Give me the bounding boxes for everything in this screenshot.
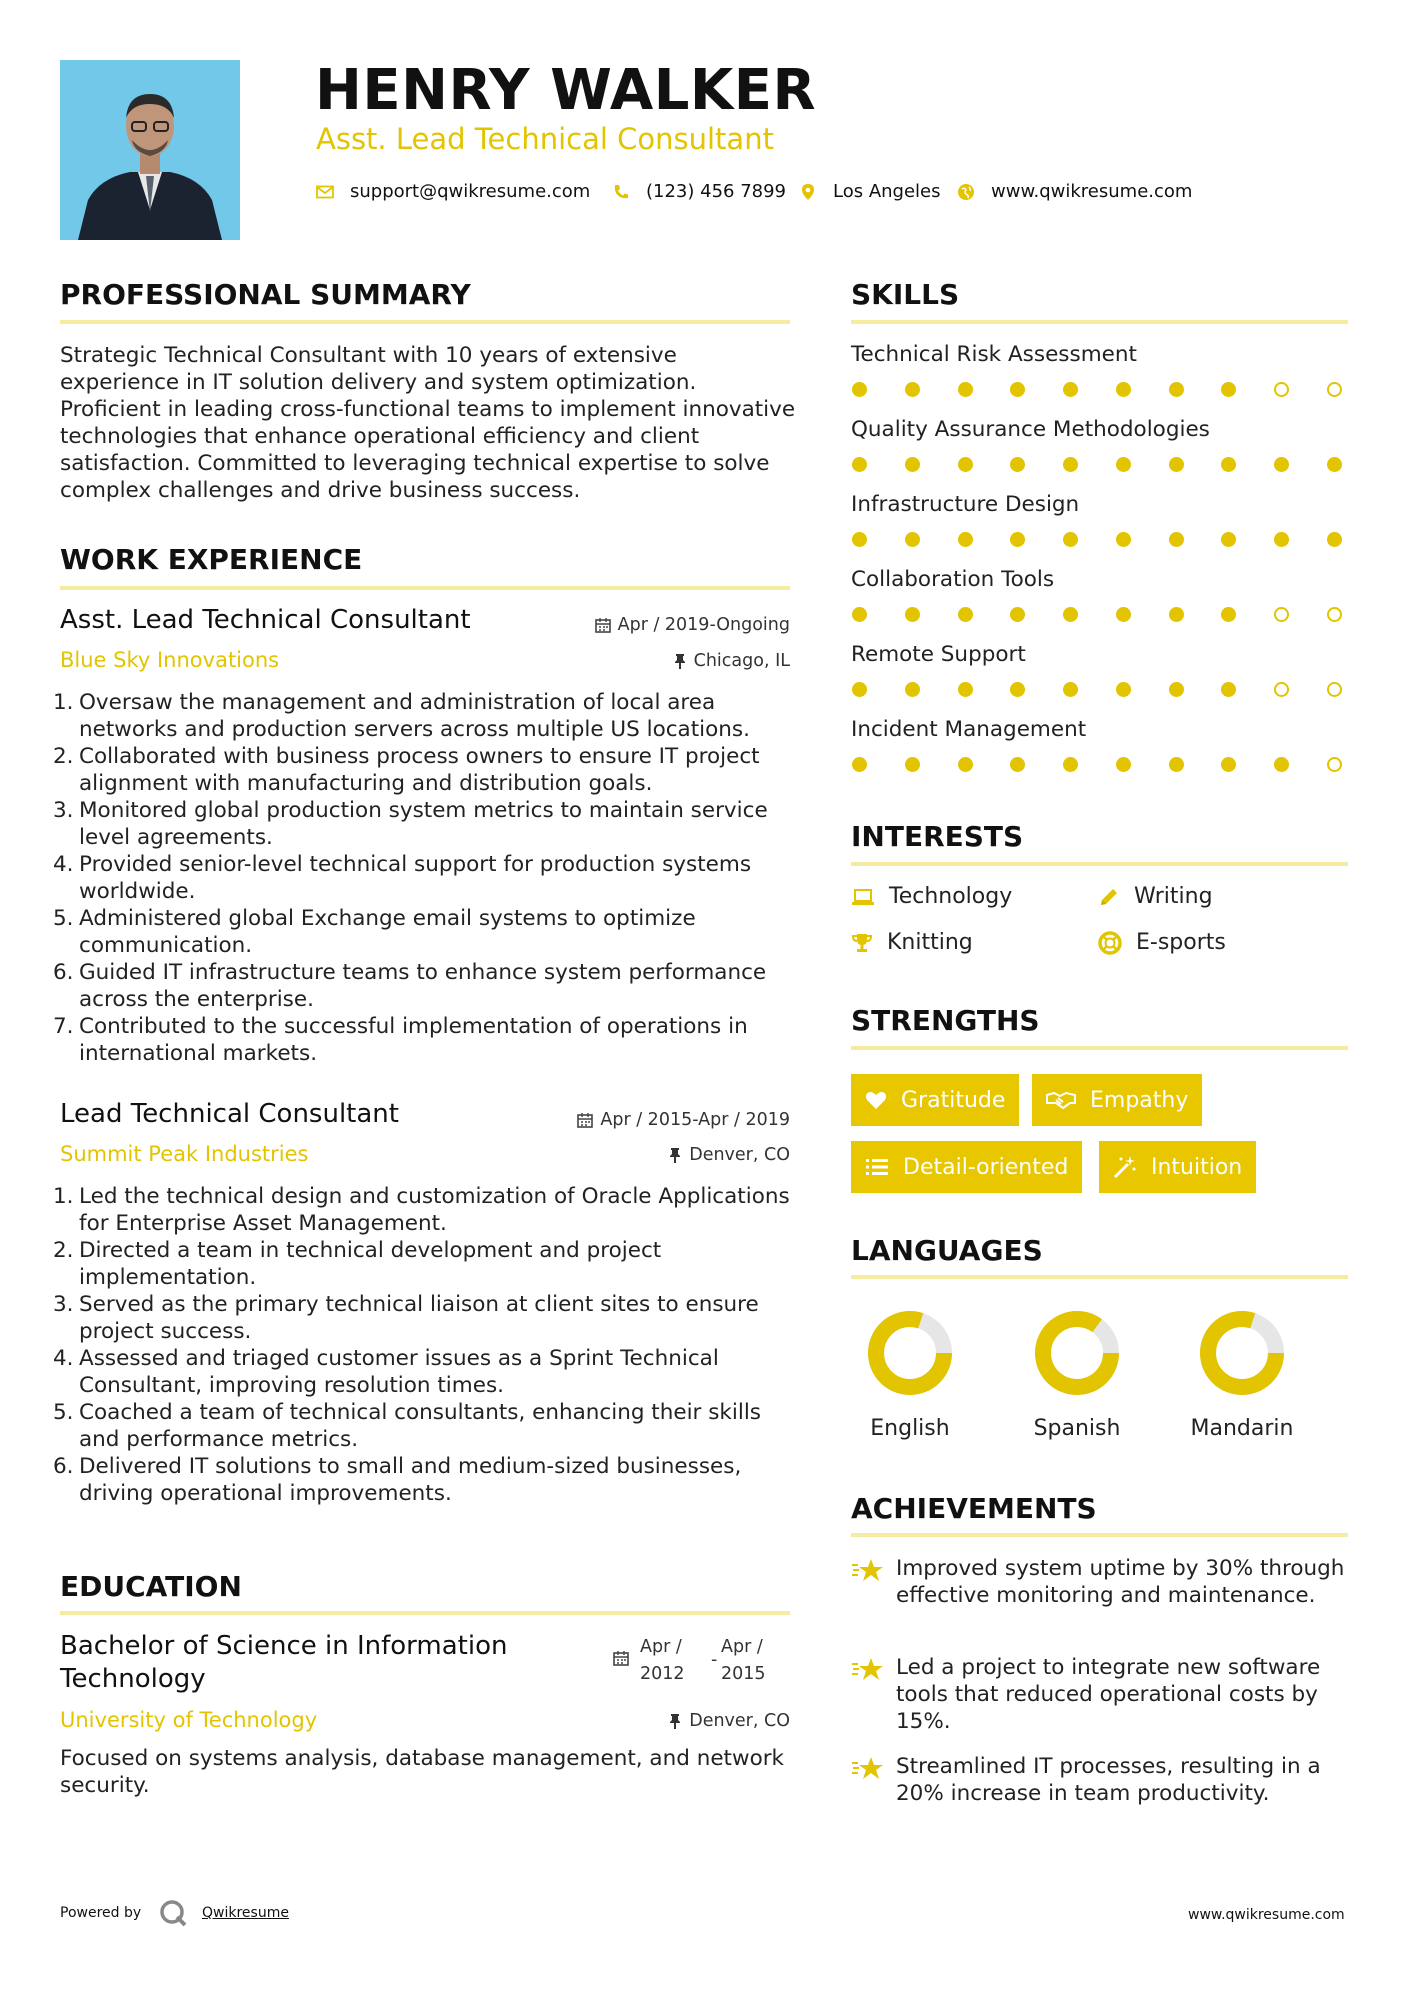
strength-tag-intuition: Intuition bbox=[1099, 1141, 1256, 1193]
job-location bbox=[520, 1145, 790, 1165]
star-icon bbox=[851, 1656, 885, 1688]
rating-dot-empty bbox=[1274, 382, 1289, 397]
rating-dot-filled bbox=[852, 382, 867, 397]
website-contact[interactable] bbox=[957, 181, 1192, 202]
achievement-text: Led a project to integrate new software tools that reduced operational costs by 15%. bbox=[896, 1655, 1321, 1734]
rating-dot-filled bbox=[905, 382, 920, 397]
skill-rating bbox=[852, 757, 1342, 772]
degree-line: Bachelor of Science in Information bbox=[60, 1631, 508, 1661]
skill-rating bbox=[852, 382, 1342, 397]
job-location-text: Chicago, IL bbox=[693, 651, 790, 671]
email-text: support@qwikresume.com bbox=[350, 181, 591, 202]
trophy-icon bbox=[851, 932, 873, 954]
experience-divider bbox=[60, 586, 790, 590]
calendar-icon bbox=[595, 617, 611, 633]
rating-dot-filled bbox=[1169, 682, 1184, 697]
rating-dot-filled bbox=[1010, 532, 1025, 547]
rating-dot-filled bbox=[1010, 757, 1025, 772]
edu-end-date: Apr / 2015 bbox=[721, 1637, 766, 1684]
rating-dot-filled bbox=[1327, 532, 1342, 547]
map-pin-icon bbox=[799, 183, 817, 201]
list-item: 2. Collaborated with business process owners to ensure IT project alignment with manufacturing and distribution goals. bbox=[53, 744, 760, 796]
list-item: 5. Administered global Exchange email systems to optimize communication. bbox=[53, 906, 696, 958]
achievements-divider bbox=[851, 1533, 1348, 1537]
location-text: Los Angeles bbox=[833, 181, 941, 202]
school-name: University of Technology bbox=[60, 1708, 318, 1732]
list-item: 5. Coached a team of technical consultants, enhancing their skills and performance metrics. bbox=[53, 1400, 762, 1452]
phone-contact[interactable] bbox=[612, 181, 786, 202]
skill-rating bbox=[852, 457, 1342, 472]
rating-dot-empty bbox=[1327, 382, 1342, 397]
job-location-text: Denver, CO bbox=[689, 1145, 790, 1165]
job-title: Asst. Lead Technical Consultant bbox=[60, 605, 471, 635]
rating-dot-filled bbox=[1169, 382, 1184, 397]
edu-start-date: Apr / 2012 bbox=[640, 1637, 685, 1684]
edu-location-text: Denver, CO bbox=[689, 1711, 790, 1731]
rating-dot-filled bbox=[905, 682, 920, 697]
skill-name: Quality Assurance Methodologies bbox=[851, 417, 1210, 442]
profile-photo bbox=[60, 60, 240, 240]
job-dates-text: Apr / 2015-Apr / 2019 bbox=[600, 1110, 790, 1130]
rating-dot-filled bbox=[1063, 382, 1078, 397]
job-title: Lead Technical Consultant bbox=[60, 1099, 399, 1129]
interest-item-technology: Technology bbox=[851, 884, 1012, 909]
rating-dot-filled bbox=[852, 682, 867, 697]
list-item: 3. Served as the primary technical liaison at client sites to ensure project success. bbox=[53, 1292, 759, 1344]
rating-dot-filled bbox=[1274, 457, 1289, 472]
degree-title bbox=[60, 1630, 507, 1696]
rating-dot-empty bbox=[1274, 682, 1289, 697]
website-text: www.qwikresume.com bbox=[991, 181, 1193, 202]
education-description: Focused on systems analysis, database management, and network security. bbox=[60, 1746, 785, 1798]
strength-tag-detail-oriented: Detail-oriented bbox=[851, 1141, 1082, 1193]
lifebuoy-icon bbox=[1098, 931, 1122, 955]
globe-icon bbox=[957, 183, 975, 201]
summary-heading: PROFESSIONAL SUMMARY bbox=[60, 278, 471, 311]
rating-dot-filled bbox=[958, 757, 973, 772]
star-icon bbox=[851, 1755, 885, 1787]
rating-dot-filled bbox=[1274, 532, 1289, 547]
list-item: 1. Led the technical design and customization of Oracle Applications for Enterprise Asset Management. bbox=[53, 1184, 790, 1236]
rating-dot-filled bbox=[1116, 607, 1131, 622]
date-separator: - bbox=[711, 1650, 718, 1670]
rating-dot-empty bbox=[1327, 607, 1342, 622]
interests-divider bbox=[851, 862, 1348, 866]
rating-dot-filled bbox=[1063, 682, 1078, 697]
rating-dot-filled bbox=[1169, 532, 1184, 547]
rating-dot-filled bbox=[852, 457, 867, 472]
job-bullets bbox=[53, 689, 798, 1067]
strengths-heading: STRENGTHS bbox=[851, 1004, 1040, 1037]
pencil-icon bbox=[1098, 886, 1120, 908]
powered-by-label: Powered by bbox=[60, 1905, 142, 1921]
rating-dot-filled bbox=[905, 607, 920, 622]
skill-name: Technical Risk Assessment bbox=[851, 342, 1137, 367]
edu-location bbox=[520, 1711, 790, 1731]
interest-item-esports: E-sports bbox=[1098, 930, 1226, 955]
languages-heading: LANGUAGES bbox=[851, 1234, 1043, 1267]
rating-dot-filled bbox=[958, 457, 973, 472]
rating-dot-filled bbox=[1169, 457, 1184, 472]
email-contact[interactable] bbox=[316, 181, 590, 202]
rating-dot-filled bbox=[1221, 607, 1236, 622]
language-label: English bbox=[870, 1416, 950, 1441]
rating-dot-filled bbox=[1116, 682, 1131, 697]
rating-dot-filled bbox=[1274, 757, 1289, 772]
rating-dot-filled bbox=[958, 607, 973, 622]
rating-dot-filled bbox=[1010, 607, 1025, 622]
skills-heading: SKILLS bbox=[851, 278, 960, 311]
language-label: Mandarin bbox=[1190, 1416, 1294, 1441]
rating-dot-filled bbox=[1010, 457, 1025, 472]
language-donut bbox=[865, 1308, 955, 1402]
rating-dot-filled bbox=[1116, 457, 1131, 472]
footer-website[interactable]: www.qwikresume.com bbox=[1188, 1907, 1345, 1923]
rating-dot-filled bbox=[905, 532, 920, 547]
skill-rating bbox=[852, 682, 1342, 697]
rating-dot-filled bbox=[958, 532, 973, 547]
skill-rating bbox=[852, 607, 1342, 622]
list-item: 2. Directed a team in technical development and project implementation. bbox=[53, 1238, 662, 1290]
magic-wand-icon bbox=[1113, 1155, 1137, 1179]
calendar-icon bbox=[613, 1650, 629, 1670]
rating-dot-filled bbox=[905, 757, 920, 772]
rating-dot-filled bbox=[958, 382, 973, 397]
calendar-icon bbox=[577, 1112, 593, 1128]
strength-tag-gratitude: Gratitude bbox=[851, 1074, 1019, 1126]
language-label: Spanish bbox=[1033, 1416, 1121, 1441]
list-item: 6. Guided IT infrastructure teams to enhance system performance across the enterprise. bbox=[53, 960, 767, 1012]
envelope-icon bbox=[316, 183, 334, 201]
skill-name: Collaboration Tools bbox=[851, 567, 1055, 592]
list-item: 7. Contributed to the successful implementation of operations in international markets. bbox=[53, 1014, 748, 1066]
rating-dot-filled bbox=[1221, 532, 1236, 547]
star-icon bbox=[851, 1557, 885, 1589]
candidate-name: HENRY WALKER bbox=[315, 58, 817, 123]
phone-icon bbox=[612, 183, 630, 201]
pushpin-icon bbox=[668, 1147, 682, 1163]
pushpin-icon bbox=[668, 1713, 682, 1729]
rating-dot-filled bbox=[1116, 532, 1131, 547]
skill-rating bbox=[852, 532, 1342, 547]
candidate-title: Asst. Lead Technical Consultant bbox=[316, 122, 774, 156]
rating-dot-filled bbox=[1010, 682, 1025, 697]
education-heading: EDUCATION bbox=[60, 1570, 242, 1603]
list-item: 4. Provided senior-level technical support for production systems worldwide. bbox=[53, 852, 752, 904]
laptop-icon bbox=[851, 887, 875, 907]
achievement-text: Streamlined IT processes, resulting in a 20% increase in team productivity. bbox=[896, 1754, 1321, 1806]
job-location bbox=[520, 651, 790, 671]
rating-dot-filled bbox=[1169, 607, 1184, 622]
rating-dot-filled bbox=[1063, 607, 1078, 622]
languages-divider bbox=[851, 1275, 1348, 1279]
degree-line: Technology bbox=[60, 1664, 206, 1694]
interest-item-writing: Writing bbox=[1098, 884, 1213, 909]
summary-divider bbox=[60, 320, 790, 324]
rating-dot-empty bbox=[1274, 607, 1289, 622]
rating-dot-filled bbox=[1169, 757, 1184, 772]
list-item: 4. Assessed and triaged customer issues as a Sprint Technical Consultant, improving resolution times. bbox=[53, 1346, 719, 1398]
job-bullets bbox=[53, 1183, 798, 1507]
qwikresume-logo-icon bbox=[158, 1898, 188, 1932]
list-item: 6. Delivered IT solutions to small and medium-sized businesses, driving operational improvements. bbox=[53, 1454, 742, 1506]
achievements-heading: ACHIEVEMENTS bbox=[851, 1492, 1097, 1525]
rating-dot-filled bbox=[1221, 682, 1236, 697]
rating-dot-filled bbox=[1116, 757, 1131, 772]
skill-name: Incident Management bbox=[851, 717, 1087, 742]
language-donut bbox=[1032, 1308, 1122, 1402]
experience-heading: WORK EXPERIENCE bbox=[60, 543, 363, 576]
qwikresume-link[interactable]: Qwikresume bbox=[202, 1905, 289, 1921]
rating-dot-filled bbox=[1010, 382, 1025, 397]
handshake-icon bbox=[1046, 1090, 1076, 1110]
skill-name: Infrastructure Design bbox=[851, 492, 1080, 517]
rating-dot-filled bbox=[1221, 757, 1236, 772]
skill-name: Remote Support bbox=[851, 642, 1026, 667]
summary-text: Strategic Technical Consultant with 10 years of extensive experience in IT solution delivery and system optimization. Proficient in leading cross-functional teams to implement innovative technologies that enhance operational efficiency and client satisfaction. Committed to leveraging technical expertise to solve complex challenges and drive business success. bbox=[60, 343, 796, 503]
rating-dot-empty bbox=[1327, 757, 1342, 772]
rating-dot-filled bbox=[852, 757, 867, 772]
rating-dot-empty bbox=[1327, 682, 1342, 697]
rating-dot-filled bbox=[852, 607, 867, 622]
rating-dot-filled bbox=[1063, 457, 1078, 472]
phone-text: (123) 456 7899 bbox=[646, 181, 787, 202]
list-item: 3. Monitored global production system metrics to maintain service level agreements. bbox=[53, 798, 768, 850]
rating-dot-filled bbox=[1063, 757, 1078, 772]
job-dates bbox=[520, 1110, 790, 1130]
interest-item-knitting: Knitting bbox=[851, 930, 973, 955]
education-divider bbox=[60, 1611, 790, 1615]
strength-tag-empathy: Empathy bbox=[1032, 1074, 1202, 1126]
pushpin-icon bbox=[673, 653, 687, 669]
language-donut bbox=[1197, 1308, 1287, 1402]
rating-dot-filled bbox=[958, 682, 973, 697]
job-dates bbox=[520, 615, 790, 635]
job-company: Summit Peak Industries bbox=[60, 1142, 309, 1166]
interests-heading: INTERESTS bbox=[851, 820, 1024, 853]
achievement-text: Improved system uptime by 30% through effective monitoring and maintenance. bbox=[896, 1556, 1345, 1608]
rating-dot-filled bbox=[1221, 382, 1236, 397]
list-item: 1. Oversaw the management and administration of local area networks and production servers across multiple US locations. bbox=[53, 690, 750, 742]
strengths-divider bbox=[851, 1046, 1348, 1050]
list-icon bbox=[865, 1157, 889, 1177]
rating-dot-filled bbox=[905, 457, 920, 472]
rating-dot-filled bbox=[1116, 382, 1131, 397]
rating-dot-filled bbox=[1221, 457, 1236, 472]
heart-icon bbox=[865, 1090, 887, 1110]
rating-dot-filled bbox=[1327, 457, 1342, 472]
location-contact bbox=[799, 181, 941, 202]
rating-dot-filled bbox=[852, 532, 867, 547]
skills-divider bbox=[851, 320, 1348, 324]
rating-dot-filled bbox=[1063, 532, 1078, 547]
job-company: Blue Sky Innovations bbox=[60, 648, 280, 672]
job-dates-text: Apr / 2019-Ongoing bbox=[617, 615, 790, 635]
